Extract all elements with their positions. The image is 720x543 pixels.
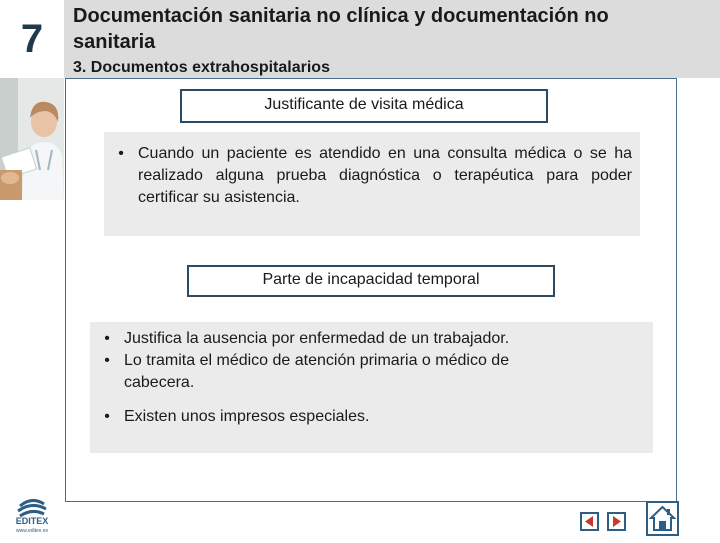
heading-justificante: Justificante de visita médica bbox=[180, 89, 548, 123]
logo-text: EDITEX bbox=[15, 516, 49, 526]
list-item bbox=[90, 406, 643, 428]
editex-logo bbox=[8, 496, 56, 538]
nurse-photo bbox=[0, 78, 64, 200]
list-item bbox=[90, 350, 643, 394]
next-button[interactable] bbox=[607, 512, 626, 531]
arrow-left-icon bbox=[582, 514, 597, 529]
list-item bbox=[90, 328, 643, 350]
home-icon bbox=[648, 503, 677, 534]
header-bar bbox=[0, 0, 720, 78]
bullet-text: Existen unos impresos especiales. bbox=[124, 408, 370, 425]
panel-justificante bbox=[104, 132, 640, 236]
arrow-right-icon bbox=[609, 514, 624, 529]
section-subtitle: 3. Documentos extrahospitalarios bbox=[73, 59, 330, 76]
bullet-icon: • bbox=[104, 352, 110, 369]
panel-incapacidad bbox=[90, 322, 653, 453]
bullet-text: Lo tramita el médico de atención primaria o médico de cabecera. bbox=[124, 352, 510, 391]
prev-button[interactable] bbox=[580, 512, 599, 531]
bullet-icon: • bbox=[104, 330, 110, 347]
bullet-text: Cuando un paciente es atendido en una consulta médica o se ha realizado alguna prueba diagnóstica o terapéutica para poder certificar su asistencia. bbox=[138, 145, 632, 206]
chapter-number: 7 bbox=[20, 17, 44, 61]
bullet-text: Justifica la ausencia por enfermedad de un trabajador. bbox=[124, 330, 510, 347]
bullet-icon: • bbox=[118, 145, 124, 162]
list-item bbox=[104, 143, 632, 209]
home-button[interactable] bbox=[646, 501, 679, 536]
chapter-badge bbox=[0, 0, 64, 78]
page-title: Documentación sanitaria no clínica y documentación no sanitaria bbox=[73, 5, 609, 53]
content-frame bbox=[65, 78, 677, 502]
heading-incapacidad: Parte de incapacidad temporal bbox=[187, 265, 555, 297]
logo-url: www.editex.es bbox=[16, 528, 48, 534]
bullet-icon: • bbox=[104, 408, 110, 425]
